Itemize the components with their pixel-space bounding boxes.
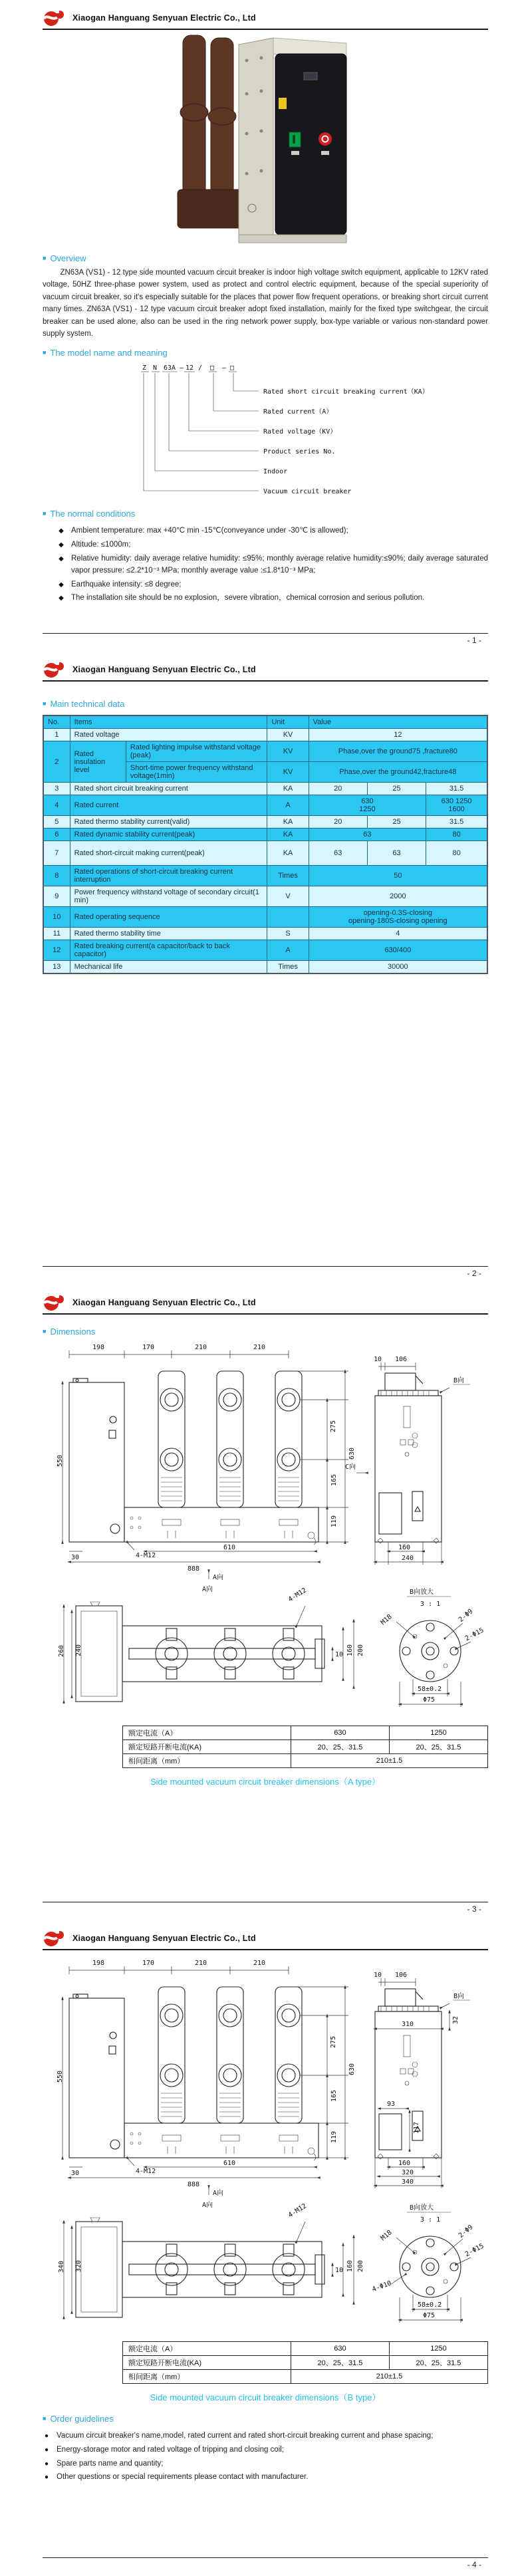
dim-label: 10 [374, 1356, 382, 1363]
page-footer: - 1 - [43, 633, 488, 652]
page-header [43, 9, 488, 30]
drawing-caption-b: Side mounted vacuum circuit breaker dimensions（B type） [150, 2392, 381, 2402]
dim-label: 550 [57, 1454, 64, 1467]
dim-label: 200 [357, 2259, 364, 2272]
code-part: 63A [164, 364, 176, 372]
dot-bullet-icon: ● [44, 2474, 49, 2482]
diamond-bullet-icon: ◆ [59, 580, 64, 588]
dim-label: 10 [335, 1651, 344, 1658]
dim-label: 4-Φ10 [371, 2279, 393, 2294]
product-photo [172, 34, 358, 245]
view-label: B向 [453, 1377, 465, 1384]
company-name: Xiaogan Hanguang Senyuan Electric Co., Ltd [72, 1934, 256, 1943]
dim-label: 10 [374, 1972, 382, 1979]
dim-label: 630 [348, 2063, 356, 2075]
diamond-bullet-icon: ◆ [59, 541, 64, 549]
col-value: Value [309, 715, 487, 729]
model-label: Rated short circuit breaking current（KA） [263, 388, 429, 396]
list-item: ◆ Altitude: ≤1000m; [57, 539, 488, 551]
page-2 [0, 652, 512, 1285]
table-row: 2 Rated insulation level Rated lighting impulse withstand voltage (peak) KV Phase,over the ground75 ,fracture80 [43, 741, 487, 762]
dim-label: 30 [71, 2170, 80, 2177]
view-label: A向 [213, 2190, 224, 2197]
dim-label: 275 [330, 2035, 337, 2048]
dim-label: Φ75 [423, 1696, 436, 1704]
conditions-heading: ■ The normal conditions [43, 509, 136, 519]
square-bullet-icon: ■ [43, 349, 47, 356]
technical-data-table [43, 715, 488, 974]
col-no: No. [43, 715, 70, 729]
view-label: B向放大 [410, 1589, 434, 1596]
diamond-bullet-icon: ◆ [59, 527, 64, 535]
company-logo-icon [43, 9, 66, 27]
model-heading: ■ The model name and meaning [43, 348, 168, 358]
dim-label: 275 [330, 1420, 337, 1432]
dim-label: 160 [398, 2160, 411, 2167]
company-logo-icon [43, 1294, 66, 1311]
dim-label: 170 [142, 1344, 155, 1351]
table-row: 6 Rated dynamic stability current(peak) KA 63 80 [43, 829, 487, 841]
company-logo-icon [43, 1930, 66, 1947]
view-label: B向 [453, 1993, 465, 2000]
code-part: Z [142, 364, 147, 372]
dim-label: 2-Φ9 [457, 1608, 475, 1624]
view-label: A向 [202, 1586, 213, 1593]
dim-label: 160 [346, 2259, 354, 2272]
list-item: ◆ Relative humidity: daily average relative humidity: ≤95%; monthly average relative humidity:≤90%; daily average saturated vapor pressure: ≤2.2*10⁻³ MPa; monthly average value :≤1.8*10⁻³ MPa; [57, 553, 488, 577]
table-row: 10 Rated operating sequence opening-0.3S-closing opening-180S-closing opening [43, 907, 487, 928]
dim-label: 260 [58, 1644, 65, 1657]
dim-label: 320 [402, 2169, 414, 2176]
dim-label: 119 [330, 1515, 338, 1527]
dim-label: 340 [58, 2260, 65, 2273]
drawing-rating-table-b [122, 2341, 488, 2384]
table-header-row [43, 715, 487, 729]
list-item: ● Energy-storage motor and rated voltage of tripping and closing coil; [43, 2444, 488, 2456]
dim-label: 4-M12 [287, 2202, 309, 2220]
dim-label: 610 [223, 2160, 236, 2167]
table-row: 额定短路开断电流(KA) 20、25、31.5 20、25、31.5 [123, 2356, 488, 2370]
dim-label: 170 [142, 1960, 155, 1967]
dim-label: 160 [346, 1644, 354, 1656]
overview-heading: ■ Overview [43, 253, 86, 263]
code-part: / [198, 364, 203, 372]
dimensions-heading: ■ Dimensions [43, 1327, 96, 1337]
table-row: 12 Rated breaking current(a capacitor/back to back capacitor) A 630/400 [43, 940, 487, 961]
dim-label: M18 [379, 1613, 394, 1627]
page-3 [0, 1285, 512, 1920]
view-label: B向放大 [410, 2204, 434, 2212]
table-row: 9 Power frequency withstand voltage of secondary circuit(1 min) V 2000 [43, 886, 487, 907]
dim-label: 240 [402, 1555, 414, 1562]
code-part: □ [210, 364, 215, 372]
list-item: ● Spare parts name and quantity; [43, 2458, 488, 2470]
model-label: Rated voltage（KV） [263, 428, 337, 436]
page-footer: - 4 - [43, 2557, 488, 2576]
dim-label: 630 [348, 1447, 356, 1460]
list-item: ◆ Ambient temperature: max +40°C min -15℃(conveyance under -30℃ is allowed); [57, 525, 488, 537]
dim-label: 3 : 1 [420, 1601, 441, 1608]
dim-label: 30 [71, 1554, 80, 1561]
table-row: 相间距离（mm） 210±1.5 [123, 2370, 488, 2384]
dim-label: 4-M12 [136, 2168, 156, 2175]
code-part: – [180, 364, 184, 372]
dim-label: 106 [395, 1972, 408, 1979]
list-item: ● Other questions or special requirements please contact with manufacturer. [43, 2472, 488, 2484]
dim-label: 3 : 1 [420, 2216, 441, 2224]
diamond-bullet-icon: ◆ [59, 594, 64, 602]
diamond-bullet-icon: ◆ [59, 555, 64, 563]
table-row: 4 Rated current A 630 1250 630 1250 1600 [43, 795, 487, 816]
dim-label: 888 [188, 1565, 200, 1573]
model-label: Product series No. [263, 448, 336, 456]
col-unit: Unit [267, 715, 309, 729]
dim-label: 310 [402, 2021, 414, 2028]
square-bullet-icon: ■ [43, 255, 47, 261]
dim-label: 2-Φ9 [457, 2224, 475, 2240]
view-label: A向 [202, 2202, 213, 2209]
view-label: A向 [213, 1574, 224, 1581]
table-row: 13 Mechanical life Times 30000 [43, 961, 487, 974]
table-row: 8 Rated operations of short-circuit breaking current interruption Times 50 [43, 866, 487, 886]
company-name: Xiaogan Hanguang Senyuan Electric Co., Ltd [72, 13, 256, 23]
square-bullet-icon: ■ [43, 2415, 47, 2422]
dim-label: 160 [398, 1544, 411, 1551]
dim-label: 10 [335, 2267, 344, 2274]
table-row: 7 Rated short-circuit making current(peak) KA 63 63 80 [43, 841, 487, 866]
dim-label: 165 [330, 2089, 338, 2102]
code-part: □ [230, 364, 235, 372]
dim-label: 210 [195, 1344, 207, 1351]
dim-label: 106 [395, 1356, 408, 1363]
dim-label: Φ75 [423, 2312, 436, 2319]
table-row: Short-time power frequency withstand voltage(1min) KV Phase,over the ground42,fracture48 [43, 762, 487, 783]
list-item: ● Vacuum circuit breaker's name,model, rated current and rated short-circuit breaking current and phase spacing; [43, 2430, 488, 2442]
model-meaning-diagram [63, 361, 488, 501]
conditions-list [43, 523, 488, 606]
model-label: Rated current（A） [263, 408, 333, 416]
dim-label: 119 [330, 2130, 338, 2143]
dim-label: 58±0.2 [418, 1686, 442, 1693]
order-guidelines-list [43, 2428, 488, 2486]
page-header [43, 661, 488, 682]
dim-label: 198 [92, 1344, 105, 1351]
list-item: ◆ The installation site should be no explosion，severe vibration，chemical corrosion and serious pollution. [57, 592, 488, 604]
table-row: 3 Rated short circuit breaking current KA 20 25 31.5 [43, 783, 487, 795]
view-label: C向 [345, 1464, 356, 1471]
code-part: 12 [186, 364, 194, 372]
dim-label: 210 [253, 1960, 266, 1967]
model-label: Vacuum circuit breaker [263, 488, 352, 496]
page-header [43, 1294, 488, 1315]
dim-label: 888 [188, 2181, 200, 2188]
dot-bullet-icon: ● [44, 2446, 49, 2454]
dimension-drawing-b-type [43, 1957, 488, 2340]
table-row: 额定电流（A） 630 1250 [123, 2342, 488, 2356]
dim-label: 2-Φ15 [463, 2242, 485, 2259]
overview-paragraph: ZN63A (VS1) - 12 type side mounted vacuum circuit breaker is indoor high voltage switch equipment, applicable to 12KV rated voltage, 50HZ three-phase power system, used as protect and control electric equipment, because of the special superiority of vacuum circuit breaker, so it's especially suitable for the places that power flow frequent operations, or breaking short circuit current many times. ZN63A (VS1) - 12 type vacuum circuit breaker adopt fixed installation, mainly for the fixed type switchgear, the circuit breaker can be used alone, also can be used in the ring network power supply, box-type variable or various non-standard power supply system. [43, 269, 488, 338]
page-footer: - 3 - [43, 1902, 488, 1920]
table-row: 额定电流（A） 630 1250 [123, 1726, 488, 1740]
page-footer: - 2 - [43, 1266, 488, 1285]
company-name: Xiaogan Hanguang Senyuan Electric Co., Ltd [72, 1298, 256, 1307]
code-part: – [222, 364, 227, 372]
dim-label: 4-M12 [287, 1587, 309, 1604]
dim-label: 117 [413, 2121, 420, 2134]
dim-label: 200 [357, 1644, 364, 1656]
table-row: 5 Rated thermo stability current(valid) KA 20 25 31.5 [43, 816, 487, 829]
table-row: 1 Rated voltage KV 12 [43, 729, 487, 741]
dim-label: M18 [379, 2229, 394, 2243]
dot-bullet-icon: ● [44, 2460, 49, 2468]
order-guidelines-heading: ■ Order guidelines [43, 2414, 114, 2424]
dimension-drawing-a-type [43, 1341, 488, 1724]
table-row: 相间距离（mm） 210±1.5 [123, 1754, 488, 1768]
dim-label: 210 [253, 1344, 266, 1351]
model-label: Indoor [263, 468, 288, 476]
table-row: 11 Rated thermo stability time S 4 [43, 928, 487, 940]
dim-label: 610 [223, 1544, 236, 1551]
dim-label: 165 [330, 1474, 338, 1486]
page-header [43, 1930, 488, 1950]
dim-label: 2-Φ15 [463, 1626, 485, 1643]
company-name: Xiaogan Hanguang Senyuan Electric Co., Ltd [72, 665, 256, 674]
dim-label: 550 [57, 2070, 64, 2083]
page-4 [0, 1920, 512, 2576]
drawing-rating-table-a [122, 1726, 488, 1768]
company-logo-icon [43, 661, 66, 678]
dim-label: 58±0.2 [418, 2301, 442, 2309]
dim-label: 32 [452, 2015, 459, 2024]
list-item: ◆ Earthquake intensity: ≤8 degree; [57, 579, 488, 591]
page-1 [0, 0, 512, 652]
dim-label: 4-M12 [136, 1552, 156, 1559]
tech-data-heading: ■ Main technical data [43, 699, 125, 709]
dim-label: 93 [387, 2101, 396, 2108]
square-bullet-icon: ■ [43, 1328, 47, 1335]
dim-label: 340 [402, 2178, 414, 2186]
square-bullet-icon: ■ [43, 510, 47, 517]
drawing-caption-a: Side mounted vacuum circuit breaker dimensions（A type） [150, 1777, 381, 1787]
dim-label: 240 [75, 1644, 82, 1656]
dim-label: 320 [75, 2259, 82, 2272]
col-items: Items [70, 715, 267, 729]
code-part: N [153, 364, 158, 372]
dot-bullet-icon: ● [44, 2432, 49, 2440]
table-row: 额定短路开断电流(KA) 20、25、31.5 20、25、31.5 [123, 1740, 488, 1754]
dim-label: 198 [92, 1960, 105, 1967]
square-bullet-icon: ■ [43, 700, 47, 707]
dim-label: 210 [195, 1960, 207, 1967]
